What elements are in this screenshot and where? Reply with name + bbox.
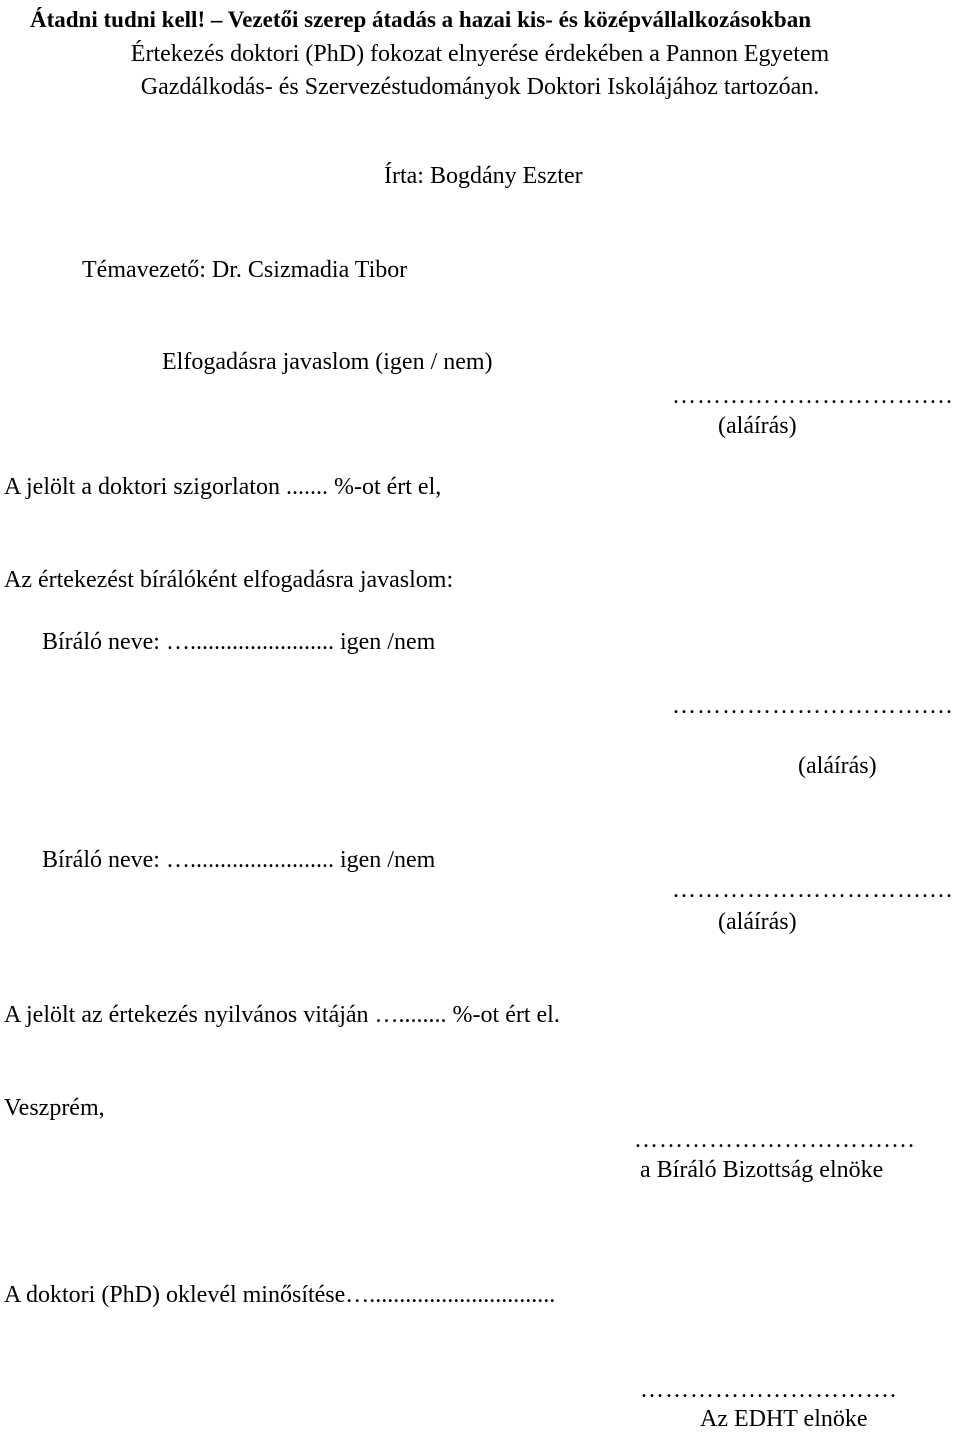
signature-line: ………………………….…: [634, 1127, 916, 1153]
signature-label: (aláírás): [718, 909, 797, 935]
signature-label: (aláírás): [718, 413, 797, 439]
supervisor-recommendation: Elfogadásra javaslom (igen / nem): [162, 349, 493, 375]
thesis-title: [30, 6, 811, 34]
supervisor: Témavezető: Dr. Csizmadia Tibor: [82, 257, 408, 283]
author: Írta: Bogdány Eszter: [384, 163, 583, 189]
subtitle-line-2: Gazdálkodás- és Szervezéstudományok Doktori Iskolájához tartozóan.: [140, 74, 820, 100]
thesis-title-rest: – Vezetői szerep átadás a hazai kis- és középvállalkozásokban: [205, 7, 812, 32]
signature-line: ………………………….: [640, 1377, 897, 1403]
subtitle-line-1: Értekezés doktori (PhD) fokozat elnyerése érdekében a Pannon Egyetem: [130, 41, 830, 67]
thesis-title-prefix: Átadni tudni kell!: [30, 7, 206, 32]
signature-line: ………………………….…: [672, 877, 954, 903]
reviewer-line: Bíráló neve: …........................ igen /nem: [42, 629, 436, 655]
committee-chair-label: a Bíráló Bizottság elnöke: [640, 1157, 884, 1183]
diploma-rating: A doktori (PhD) oklevél minősítése…...............................: [4, 1282, 556, 1308]
reviewers-intro: Az értekezést bírálóként elfogadásra javaslom:: [4, 567, 454, 593]
reviewer-line: Bíráló neve: …........................ igen /nem: [42, 847, 436, 873]
exam-result: A jelölt a doktori szigorlaton ....... %-ot ért el,: [4, 474, 442, 500]
public-defense-result: A jelölt az értekezés nyilvános vitáján …........ %-ot ért el.: [4, 1002, 560, 1028]
edht-chair-label: Az EDHT elnöke: [700, 1406, 868, 1432]
signature-line: ………………………….…: [672, 383, 954, 409]
signature-line: ………………………….…: [672, 693, 954, 719]
signature-label: (aláírás): [798, 753, 877, 779]
place: Veszprém,: [4, 1095, 105, 1121]
